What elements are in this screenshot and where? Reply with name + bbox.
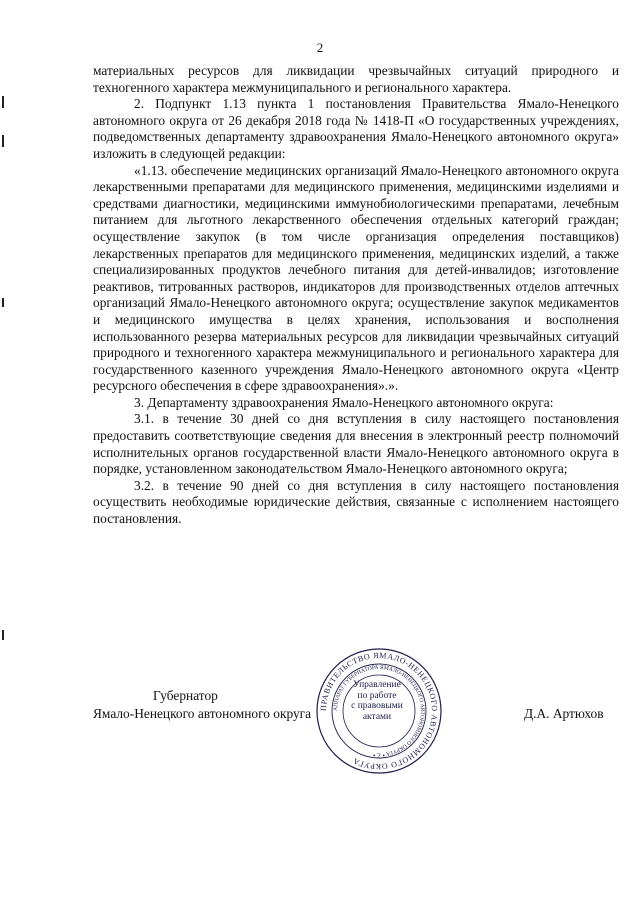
paragraph-3: «1.13. обеспечение медицинских организаций Ямало-Ненецкого автономного округа лекарственными препаратами для медицинского применения, медицинскими изделиями и средствами диагностики, медицинскими иммунобиологическими препаратами, лечебным питанием для льготного лекарственного обеспечения отдельных категорий граждан; осуществление закупок (в том числе организация определения поставщиков) лекарственных препаратов для медицинского применения, медицинских изделий, а также специализированных продуктов лечебного питания для детей-инвалидов; изготовление реактивов, титрованных растворов, индикаторов для производственных отделов аптечных организаций Ямало-Ненецкого автономного округа; осуществление закупок медикаментов и медицинского имущества в целях хранения, использования и восполнения использованного резерва материальных ресурсов для ликвидации чрезвычайных ситуаций природного и техногенного характера межмуниципального и регионального характера для государственного казенного учреждения Ямало-Ненецкого автономного округа «Центр ресурсного обеспечения в сфере здравоохранения».».: [93, 162, 619, 394]
stamp-outer-text: ПРАВИТЕЛЬСТВО ЯМАЛО-НЕНЕЦКОГО АВТОНОМНОГО ОКРУГА: [318, 650, 440, 772]
paragraph-1: материальных ресурсов для ликвидации чрезвычайных ситуаций природного и техногенного характера межмуниципального и регионального характера.: [93, 63, 619, 95]
scan-margin-mark: [2, 96, 4, 108]
stamp-center-text: [340, 680, 414, 722]
signatory-name: Д.А. Артюхов: [524, 706, 604, 721]
stamp-inner-text: АППАРАТ ГУБЕРНАТОРА ЯМАЛО-НЕНЕЦКОГО АВТОНОМНОГО ОКРУГА: [332, 664, 426, 757]
scan-margin-mark: [2, 630, 4, 640]
signatory-organization: Ямало-Ненецкого автономного округа: [93, 706, 312, 721]
paragraph-5: 3.1. в течение 30 дней со дня вступления в силу настоящего постановления предоставить соответствующие сведения для внесения в электронный реестр полномочий исполнительных органов государственной власти Ямало-Ненецкого автономного округа в порядке, установленном законодательством Ямало-Ненецкого автономного округа;: [93, 411, 619, 477]
scan-margin-mark: [2, 135, 4, 147]
signatory-title: Губернатор: [153, 688, 218, 703]
page-number: 2: [316, 40, 324, 55]
scan-margin-mark: [2, 298, 4, 307]
document-body: [93, 63, 619, 528]
stamp-center-line: актами: [362, 711, 392, 722]
paragraph-2: 2. Подпункт 1.13 пункта 1 постановления Правительства Ямало-Ненецкого автономного округа от 26 декабря 2018 года № 1418-П «О государственных учреждениях, подведомственных департаменту здравоохранения Ямало-Ненецкого автономного округа» изложить в следующей редакции:: [93, 96, 619, 161]
paragraph-4: 3. Департаменту здравоохранения Ямало-Ненецкого автономного округа:: [134, 394, 554, 410]
stamp-center-line: с правовыми: [351, 701, 403, 711]
stamp-center-line: Управление: [353, 680, 401, 690]
stamp-center-line: по работе: [357, 690, 397, 701]
paragraph-6: 3.2. в течение 90 дней со дня вступления в силу настоящего постановления осуществить необходимые юридические действия, связанные с исполнением настоящего постановления.: [93, 477, 619, 527]
stamp-number: • 2 •: [373, 752, 385, 760]
